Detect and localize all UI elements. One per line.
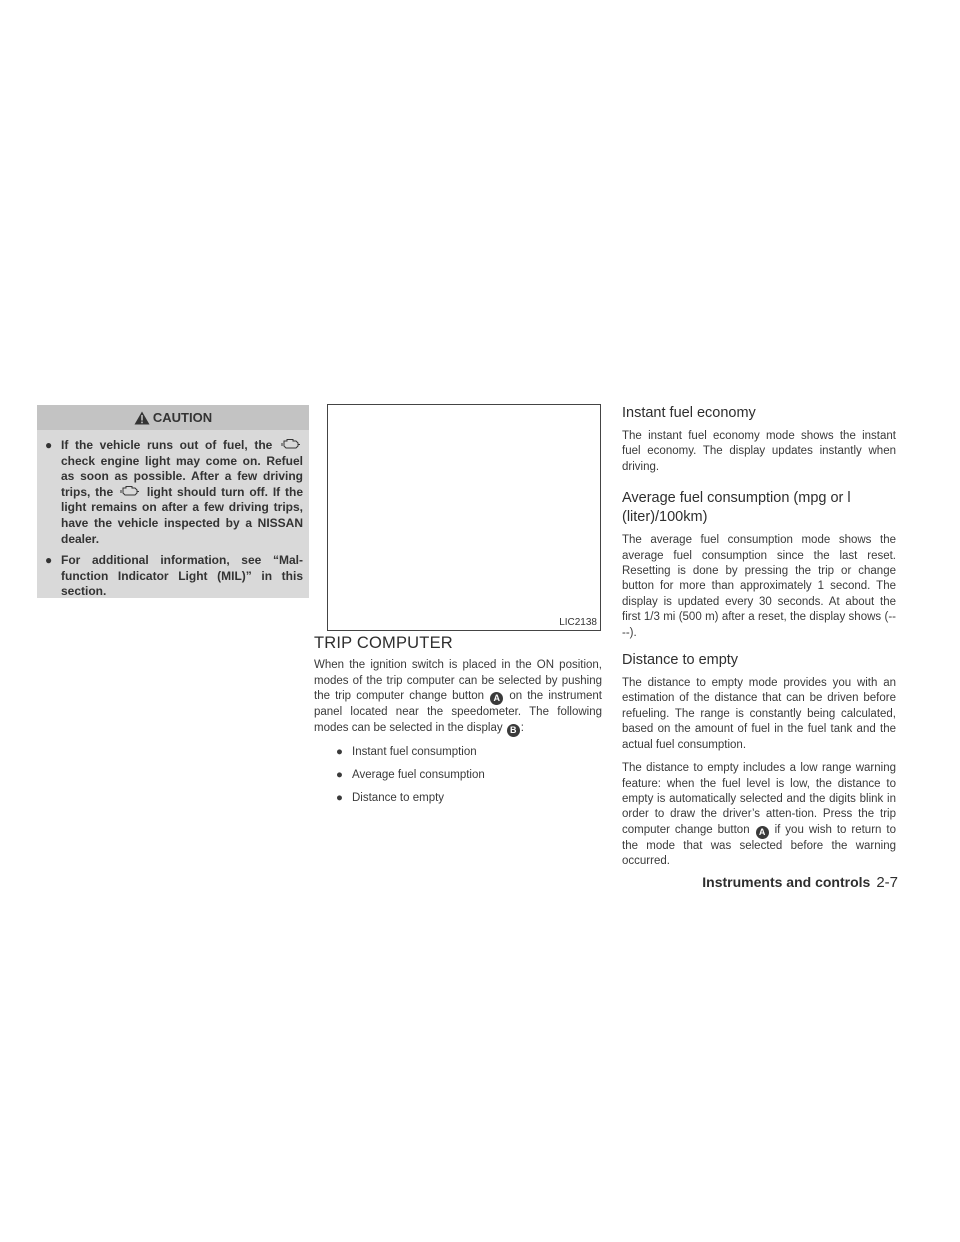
footer-section-title: Instruments and controls xyxy=(702,874,871,890)
distance-paragraph-1: The distance to empty mode provides you with an estimation of the distance that can be driven before refueling. The range is constantly being calculated, based on the amount of fuel in the fuel tank and the actual fuel consumption. xyxy=(622,677,896,751)
average-paragraph: The average fuel consumption mode shows the average fuel consumption since the last reset. Resetting is done by pressing the trip or change button for more than approximately 1 second. The display is updated every 30 seconds. At about the first 1/3 mi (500 m) after a reset, the display shows (----). xyxy=(622,534,896,639)
trip-computer-paragraph xyxy=(314,658,602,736)
caution-item-text-2: check engine light may come on. Refuel as soon as possible. After a few driving trips, the xyxy=(61,453,303,499)
marker-a-icon: A xyxy=(756,826,769,839)
page-number: 2-7 xyxy=(876,874,898,891)
bullet-icon: ● xyxy=(336,792,343,805)
bullet-icon: ● xyxy=(336,769,343,782)
paragraph-text: on the instrument panel located near the speedometer. The following modes can be selected in the display xyxy=(314,690,603,734)
figure-label: LIC2138 xyxy=(559,617,597,628)
caution-header xyxy=(37,405,309,430)
list-item xyxy=(336,745,602,760)
caution-list xyxy=(37,430,309,600)
caution-item-text: For additional information, see “Mal-function Indicator Light (MIL)” in this section. xyxy=(61,553,303,599)
paragraph-text: When the ignition switch is placed in the ON position, modes of the trip computer can be selected by pushing the trip computer change button xyxy=(314,659,602,703)
modes-list xyxy=(314,745,602,807)
caution-item xyxy=(45,553,303,600)
average-heading: Average fuel consumption (mpg or l (liter)/100km) xyxy=(622,490,851,526)
marker-b-icon: B xyxy=(507,724,520,737)
paragraph-text: if you wish to return to the mode that was selected before the warning occurred. xyxy=(622,823,896,868)
page-footer xyxy=(702,874,898,891)
fuel-modes-section xyxy=(622,404,896,878)
bullet-icon: ● xyxy=(336,745,343,758)
paragraph-text: : xyxy=(520,721,524,734)
paragraph-text: The distance to empty includes a low range warning feature: when the fuel level is low, the distance to empty is automatically selected and the digits blink in order to draw the driver’s atten-tion. Press the trip computer change button xyxy=(622,762,896,836)
check-engine-icon xyxy=(120,485,140,497)
instant-heading: Instant fuel economy xyxy=(622,405,756,421)
marker-a-icon: A xyxy=(490,692,503,705)
caution-item-text-1: If the vehicle runs out of fuel, the xyxy=(61,438,273,452)
distance-paragraph-2 xyxy=(622,761,896,869)
mode-label: Average fuel consumption xyxy=(352,769,485,782)
caution-item xyxy=(45,438,303,547)
caution-title: CAUTION xyxy=(152,410,213,425)
mode-label: Instant fuel consumption xyxy=(352,745,477,758)
trip-computer-section xyxy=(314,636,602,815)
warning-triangle-icon xyxy=(134,411,150,425)
list-item xyxy=(336,791,602,806)
instant-paragraph: The instant fuel economy mode shows the instant fuel economy. The display updates instantly when driving. xyxy=(622,430,896,473)
caution-item-text-3: light should turn off. If the light remains on after a few driving trips, have the vehicle inspected by a NISSAN dealer. xyxy=(61,484,303,546)
bullet-icon: ● xyxy=(45,553,53,568)
distance-heading: Distance to empty xyxy=(622,652,739,669)
bullet-icon: ● xyxy=(45,438,53,452)
list-item xyxy=(336,768,602,783)
check-engine-icon xyxy=(281,438,301,450)
caution-box xyxy=(37,405,309,598)
trip-computer-heading: TRIP COMPUTER xyxy=(314,634,453,652)
mode-label: Distance to empty xyxy=(352,792,445,805)
figure-placeholder xyxy=(327,404,601,631)
